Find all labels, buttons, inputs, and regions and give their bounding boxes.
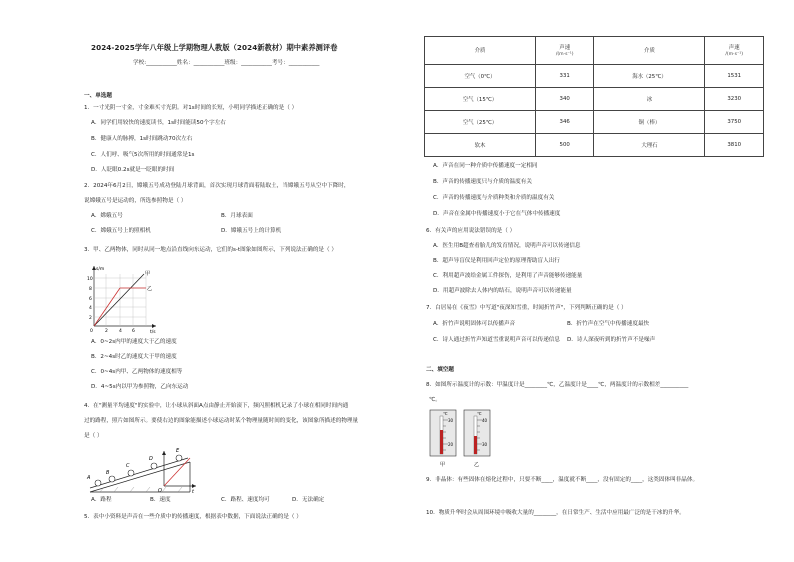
table-header-cell: 介质 xyxy=(594,37,705,65)
q3-ytick-6: 6 xyxy=(89,297,92,302)
table-cell: 3810 xyxy=(705,134,764,157)
q6-stem: 6．有关声的应用说法错误的是（ ） xyxy=(426,228,516,234)
section-heading-single-choice: 一、单选题 xyxy=(84,93,112,99)
q3-st-graph xyxy=(84,262,160,334)
q3-xlabel: t/s xyxy=(150,330,156,334)
q3-line-jia xyxy=(94,274,144,326)
table-cell: 空气（0℃） xyxy=(425,65,536,88)
q6-option-a: A．医生用B超查看胎儿的发育情况，说明声音可以传递信息 xyxy=(433,243,581,249)
q2-option-b: B．月球表面 xyxy=(221,213,253,219)
table-cell: 340 xyxy=(535,88,594,111)
table-row xyxy=(425,134,764,157)
q4-label-b: B xyxy=(106,470,110,476)
q4-ball-c xyxy=(128,470,134,476)
q10-stem: 10．物质升华时会从周围环境中吸收大量的________，在日常生产、生活中应用最广泛的是干冰的升华。 xyxy=(426,510,685,516)
thermometer-yi-mercury xyxy=(474,436,477,454)
table-cell: 海水（25℃） xyxy=(594,65,705,88)
q3-xtick-0: 0 xyxy=(90,329,93,334)
q3-ytick-4: 4 xyxy=(89,306,92,311)
table-row xyxy=(425,111,764,134)
thermometer-yi-tick-40: 40 xyxy=(482,418,488,423)
q3-option-a: A．0~2s内甲的速度大于乙的速度 xyxy=(91,339,177,345)
q2-stem-line2: 说嫦娥五号是运动的，所选参照物是（ ） xyxy=(84,198,187,204)
q3-ytick-10: 10 xyxy=(87,277,93,282)
q3-option-c: C．0~4s内甲、乙两物体的速度相等 xyxy=(91,369,183,375)
table-cell: 3230 xyxy=(705,88,764,111)
thermometer-jia-label: 甲 xyxy=(440,462,446,468)
q6-option-c: C．利用超声波给金属工件探伤，是利用了声音能够传递能量 xyxy=(433,273,583,279)
q2-option-c: C．嫦娥五号上的照相机 xyxy=(91,228,151,234)
table-cell: 铜（棒） xyxy=(594,111,705,134)
q1-option-c: C．人们呼、吸气5次所用的时间通常是1s xyxy=(91,152,195,158)
q2-option-d: D．嫦娥五号上的计算机 xyxy=(221,228,282,234)
q3-option-d: D．4~5s内以甲为参照物，乙向东运动 xyxy=(91,384,189,390)
table-cell: 大理石 xyxy=(594,134,705,157)
thermometer-jia-tick-30: 30 xyxy=(448,418,454,423)
student-info-line: 学校:___________姓名：___________班级：___________考号：___________ xyxy=(133,60,320,66)
q3-stem: 3．甲、乙两物体，同时从同一地点沿直线向东运动，它们的s-t图象如图所示，下列说法正确的是（ ） xyxy=(84,247,337,253)
thermometer-yi-label: 乙 xyxy=(474,462,480,468)
q3-ytick-8: 8 xyxy=(89,287,92,292)
q8-stem-tail: ℃。 xyxy=(429,397,441,403)
q3-option-b: B．2~4s时乙的速度大于甲的速度 xyxy=(91,354,177,360)
q3-label-yi: 乙 xyxy=(147,286,153,292)
thermometer-yi-tick-30: 30 xyxy=(482,442,488,447)
q4-graph xyxy=(156,448,198,494)
table-header-cell: 声速 /(m·s⁻¹) xyxy=(705,37,764,65)
q5-option-d: D．声音在金属中传播速度小于它在气体中传播速度 xyxy=(433,211,561,217)
q4-ball-a xyxy=(95,480,101,486)
thermometer-jia-unit: ℃ xyxy=(443,411,448,416)
q7-option-b: B．折竹声在空气中传播速度最快 xyxy=(567,321,650,327)
q8-stem: 8．如图所示温度计的示数：甲温度计是________℃，乙温度计是____℃，两温度计的示数相差__________ xyxy=(426,382,689,388)
table-header-cell: 声速 /(m·s⁻¹) xyxy=(535,37,594,65)
q3-xtick-4: 4 xyxy=(119,329,122,334)
sound-speed-table xyxy=(424,36,764,157)
q4-graph-line xyxy=(164,458,190,486)
section-heading-fill-in: 二、填空题 xyxy=(426,367,454,373)
q6-option-b: B．超声导盲仪是利用回声定位的原理帮助盲人出行 xyxy=(433,258,560,264)
table-cell: 1531 xyxy=(705,65,764,88)
table-cell: 空气（15℃） xyxy=(425,88,536,111)
exam-title: 2024-2025学年八年级上学期物理人教版（2024新教材）期中素养测评卷 xyxy=(91,43,338,52)
q4-option-a: A．路程 xyxy=(91,497,112,503)
q7-option-a: A．折竹声说明固体可以传播声音 xyxy=(433,321,516,327)
q4-axis-o: O xyxy=(158,488,162,494)
q3-xtick-6: 6 xyxy=(132,329,135,334)
q7-option-d: D．诗人深夜听到的折竹声不是噪声 xyxy=(567,337,656,343)
q4-ball-b xyxy=(109,476,115,482)
q5-option-b: B．声音的传播速度只与介质的温度有关 xyxy=(433,179,532,185)
q4-axis-t: t xyxy=(192,489,194,494)
q4-label-d: D xyxy=(149,456,153,462)
q3-ylabel: s/m xyxy=(96,267,105,272)
table-cell: 软木 xyxy=(425,134,536,157)
q6-option-d: D．用超声波除去人体内的结石，说明声音可以传递能量 xyxy=(433,288,572,294)
q2-option-a: A．嫦娥五号 xyxy=(91,213,123,219)
q7-stem: 7．白居易在《夜雪》中写道"夜深知雪重，时闻折竹声"，下列判断正确的是（ ） xyxy=(426,305,627,311)
q4-option-b: B．速度 xyxy=(150,497,171,503)
q1-stem: 1．一寸光阴一寸金，寸金难买寸光阴。对1s时间的长短，小明同学描述正确的是（ ） xyxy=(84,105,298,111)
q1-option-a: A．同学们用较快的速度读书，1s时间能读50个字左右 xyxy=(91,120,226,126)
q9-stem: 9．非晶体：有些固体在熔化过程中，只要不断____，温度就不断____，没有固定的____，这类固体叫非晶体。 xyxy=(426,477,699,483)
table-cell: 500 xyxy=(535,134,594,157)
q4-stem-line1: 4．在"测量平均速度"的实验中，让小球从斜面A点由静止开始滚下，频闪照相机记录了小球在相同时间内通 xyxy=(84,403,349,409)
q4-option-d: D．无法确定 xyxy=(292,497,325,503)
q4-option-c: C．路程、速度均可 xyxy=(221,497,270,503)
q7-option-c: C．诗人通过折竹声知道雪重说明声音可以传递信息 xyxy=(433,337,560,343)
q4-stem-line3: 是（ ） xyxy=(84,433,103,439)
q3-ytick-2: 2 xyxy=(89,316,92,321)
q1-option-d: D．人眨眼0.2s就是一眨眼的时间 xyxy=(91,167,175,173)
q4-label-e: E xyxy=(176,448,180,454)
thermometer-jia-tick-20: 20 xyxy=(448,442,454,447)
thermometer-jia-mercury xyxy=(440,430,443,454)
q1-option-b: B．健康人的脉搏，1s时间跳动70次左右 xyxy=(91,136,193,142)
table-cell: 346 xyxy=(535,111,594,134)
q5-option-a: A．声音在同一种介质中传播速度一定相同 xyxy=(433,163,538,169)
table-cell: 3750 xyxy=(705,111,764,134)
q4-stem-line2: 过的路程，照片如图所示。要使右边的图象能描述小球运动时某个物理量随时间的变化，该图象所描述的物理量 xyxy=(84,418,359,424)
q8-thermometers xyxy=(426,406,496,472)
table-cell: 空气（25℃） xyxy=(425,111,536,134)
table-header-cell: 介质 xyxy=(425,37,536,65)
table-row xyxy=(425,88,764,111)
q4-label-a: A xyxy=(87,475,91,481)
table-cell: 331 xyxy=(535,65,594,88)
thermometer-yi-unit: ℃ xyxy=(477,411,482,416)
table-row xyxy=(425,65,764,88)
q3-label-jia: 甲 xyxy=(145,271,151,277)
q3-xtick-2: 2 xyxy=(105,329,108,334)
table-cell: 冰 xyxy=(594,88,705,111)
q2-stem-line1: 2．2024年6月2日，嫦娥五号成功登陆月球背面，首次实现月球背面着陆取土，当嫦娥五号从空中下降时， xyxy=(84,183,350,189)
q4-label-c: C xyxy=(126,463,130,469)
table-header-row xyxy=(425,37,764,65)
q5-option-c: C．声音的传播速度与介质种类和介质的温度有关 xyxy=(433,195,555,201)
q5-stem: 5．表中小资料是声音在一些介质中的传播速度，根据表中数据，下面说法正确的是（ ） xyxy=(84,514,302,520)
